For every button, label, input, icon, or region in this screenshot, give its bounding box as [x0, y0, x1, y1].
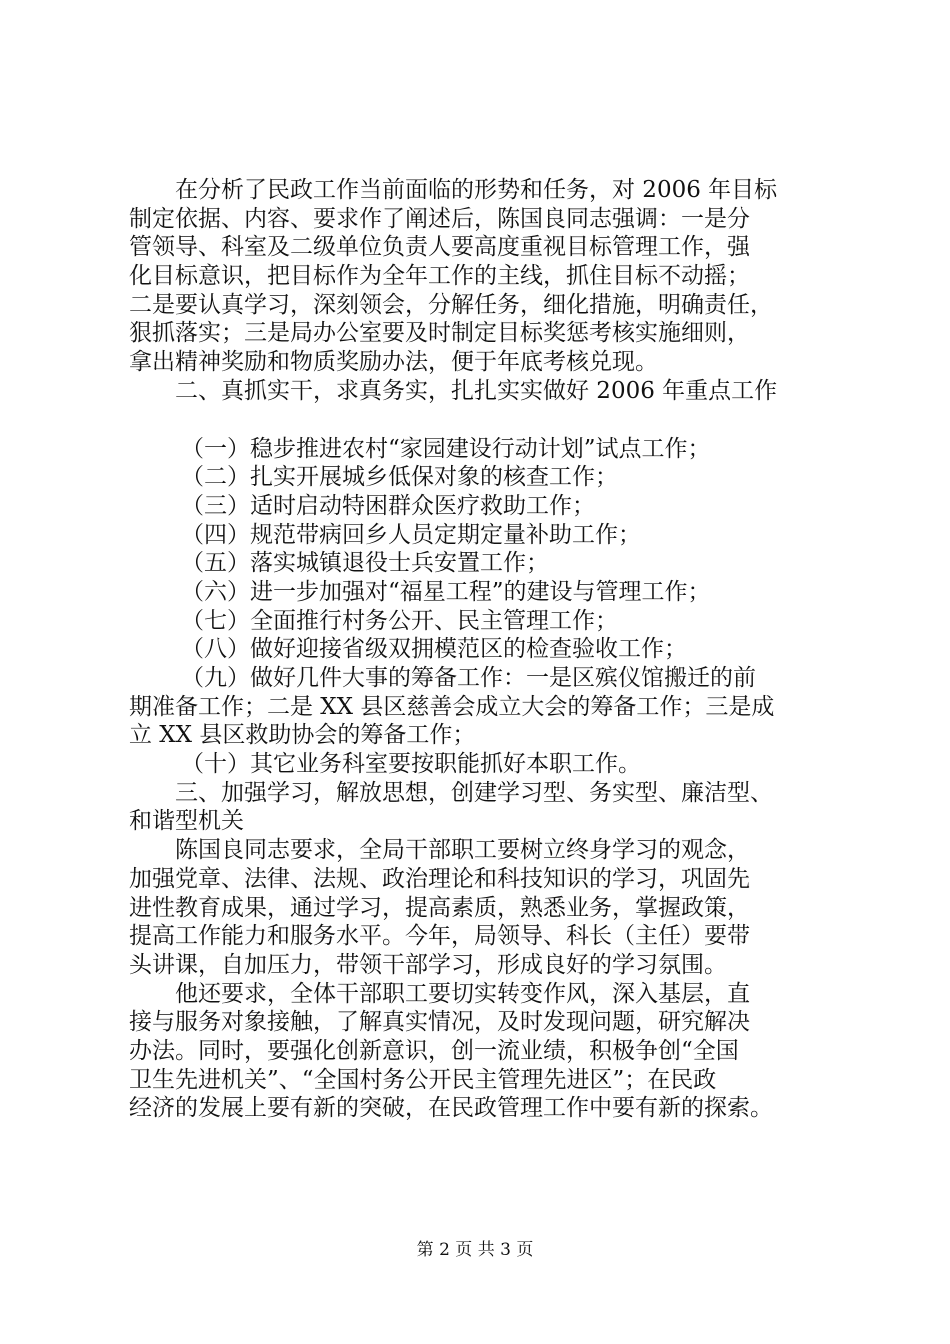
list-item: （一）稳步推进农村“家园建设行动计划”试点工作； [181, 435, 711, 462]
list-item: （六）进一步加强对“福星工程”的建设与管理工作； [181, 578, 711, 605]
paragraph-line: 管领导、科室及二级单位负责人要高度重视目标管理工作，强 [129, 234, 750, 261]
list-item: （八）做好迎接省级双拥模范区的检查验收工作； [181, 636, 687, 663]
list-item: （三）适时启动特困群众医疗救助工作； [181, 492, 595, 519]
paragraph-line: 卫生先进机关”、“全国村务公开民主管理先进区”；在民政 [129, 1066, 717, 1093]
page-footer: 第 2 页 共 3 页 [416, 1240, 534, 1260]
paragraph-line: 头讲课，自加压力，带领干部学习，形成良好的学习氛围。 [129, 951, 727, 978]
section-heading: 二、真抓实干，求真务实，扎扎实实做好 2006 年重点工作 [175, 377, 778, 404]
list-item: （五）落实城镇退役士兵安置工作； [181, 550, 549, 577]
paragraph-line: 立 XX 县区救助协会的筹备工作； [129, 722, 476, 749]
paragraph-line: 经济的发展上要有新的突破，在民政管理工作中要有新的探索。 [129, 1095, 773, 1122]
paragraph-line: 陈国良同志要求，全局干部职工要树立终身学习的观念， [175, 837, 750, 864]
paragraph-line: 期准备工作；二是 XX 县区慈善会成立大会的筹备工作；三是成 [129, 693, 775, 720]
paragraph-line: 接与服务对象接触，了解真实情况，及时发现问题，研究解决 [129, 1009, 750, 1036]
paragraph-line: 制定依据、内容、要求作了阐述后，陈国良同志强调：一是分 [129, 205, 750, 232]
paragraph-line: 提高工作能力和服务水平。今年，局领导、科长（主任）要带 [129, 923, 750, 950]
paragraph-line: 化目标意识，把目标作为全年工作的主线，抓住目标不动摇； [129, 263, 750, 290]
section-heading: 三、加强学习，解放思想，创建学习型、务实型、廉洁型、 [175, 779, 773, 806]
list-item: （四）规范带病回乡人员定期定量补助工作； [181, 521, 641, 548]
list-item: （十）其它业务科室要按职能抓好本职工作。 [181, 751, 641, 778]
paragraph-line: 他还要求，全体干部职工要切实转变作风，深入基层，直 [175, 980, 750, 1007]
list-item: （九）做好几件大事的筹备工作：一是区殡仪馆搬迁的前 [181, 665, 756, 691]
paragraph-line: 拿出精神奖励和物质奖励办法，便于年底考核兑现。 [129, 349, 658, 376]
paragraph-line: 在分析了民政工作当前面临的形势和任务，对 2006 年目标 [175, 177, 778, 203]
section-heading-continued: 和谐型机关 [129, 808, 244, 835]
list-item: （七）全面推行村务公开、民主管理工作； [181, 607, 618, 634]
paragraph-line: 加强党章、法律、法规、政治理论和科技知识的学习，巩固先 [129, 865, 750, 892]
blank-gap [129, 406, 837, 435]
paragraph-line: 二是要认真学习，深刻领会，分解任务，细化措施，明确责任， [129, 291, 773, 318]
list-item: （二）扎实开展城乡低保对象的核查工作； [181, 464, 618, 491]
paragraph-line: 办法。同时，要强化创新意识，创一流业绩，积极争创“全国 [129, 1037, 739, 1064]
document-body [129, 176, 837, 1123]
paragraph-line: 进性教育成果，通过学习，提高素质，熟悉业务，掌握政策， [129, 894, 750, 921]
paragraph-line: 狠抓落实；三是局办公室要及时制定目标奖惩考核实施细则， [129, 320, 750, 347]
